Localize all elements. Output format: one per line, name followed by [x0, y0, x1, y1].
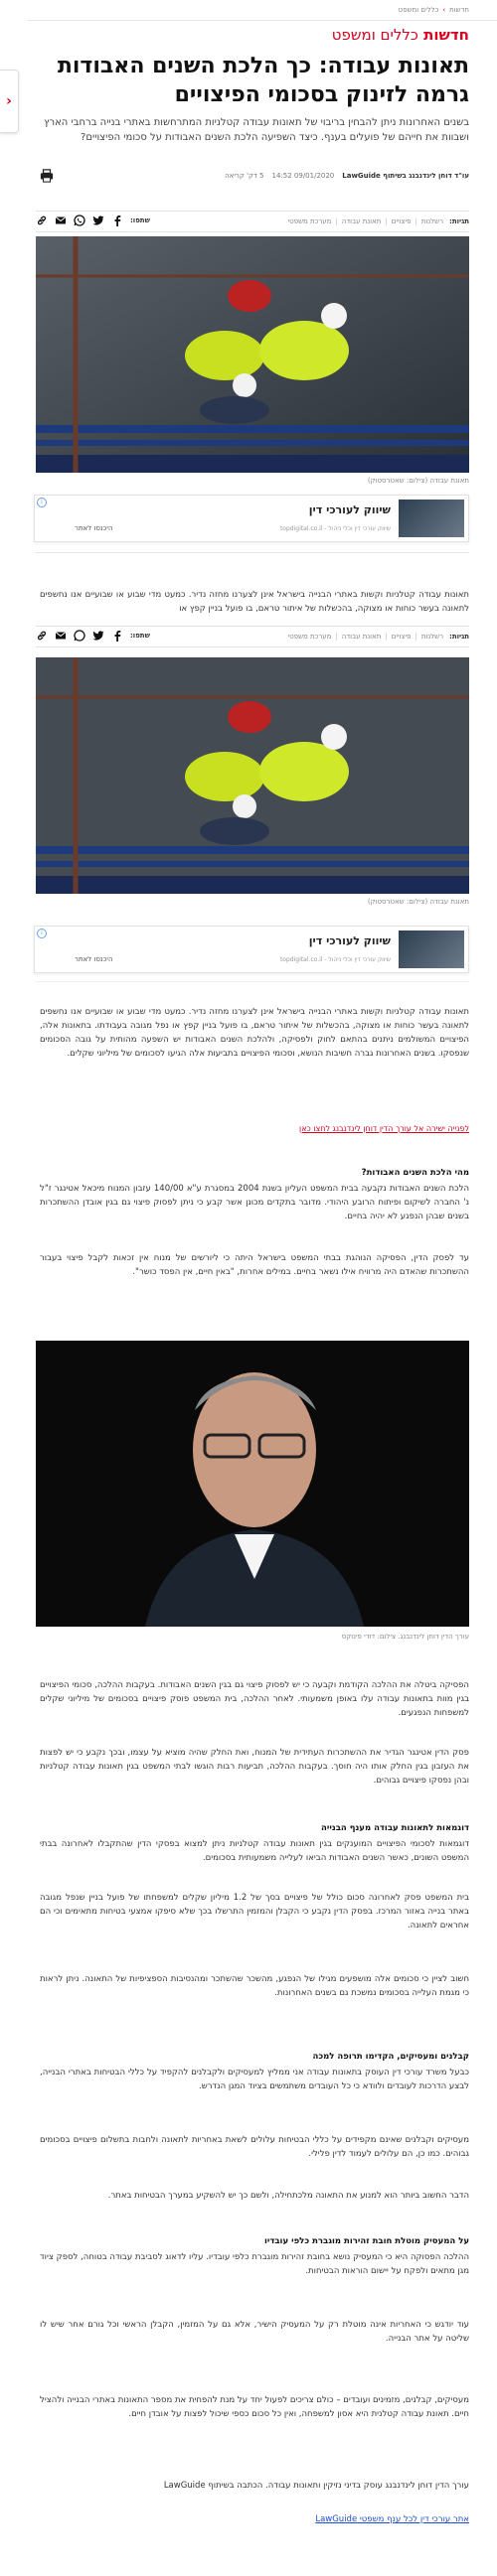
- email-icon[interactable]: [55, 215, 67, 226]
- tag-link[interactable]: | פיצויים: [392, 217, 421, 225]
- body-paragraph: עד לפסק הדין, הפסיקה הנוהגת בבתי המשפט בישראל היתה כי ליורשים של מנוח אין זכאות לקבל פיצוי בעבור ההשתכרות שהאדם היה מרוויח אילו נשאר בחיים. במילים אחרות, "באין חיים, אין הפסד כושר".: [40, 1253, 469, 1277]
- tag-link[interactable]: רשלנות: [420, 633, 444, 641]
- section-heading: דוגמאות לתאונות עבודה מענף הבנייה: [321, 1823, 469, 1833]
- body-paragraph: הדבר החשוב ביותר הוא למנוע את התאונה מלכתחילה, ולשם כך יש להשקיע במערך הבטיחות באתר.: [107, 2191, 469, 2201]
- body-paragraph: מעסיקים וקבלנים שאינם מקפידים על כללי הבטיחות עלולים לשאת באחריות לתאונה ולחבות בתשלום פיצויים בסכומים גבוהים. כמו כן, הם עלולים לעמוד לדין פלילי.: [40, 2135, 469, 2159]
- share-bar: [36, 630, 150, 642]
- ad-cta-button[interactable]: היכנסו לאתר: [75, 524, 113, 532]
- breadcrumb: [399, 4, 469, 16]
- ad-banner[interactable]: [34, 926, 469, 973]
- body-paragraph: בית המשפט פסק לאחרונה סכום כולל של פיצויים בסך של 1.2 מיליון שקלים למשפחתו של פועל בניין שנפל מגובה באתר בנייה באזור המרכז. בפסק הדין נקבע כי הקבלן והמזמין התרשלו בכך שלא סיפקו אמצעי בטיחות מתאימים וכי הם אחראים לתאונה.: [40, 1893, 469, 1931]
- body-paragraph: מעסיקים, קבלנים, מזמינים ועובדים – כולם צריכים לפעול יחד על מנת להפחית את מספר התאונות באתרי הבנייה ולהציל חיים. תאונת עבודה קטלנית היא אסון למשפחה, ואין כל סכום כספי שיכול לפצות על אובדן חיים.: [40, 2395, 469, 2419]
- tag-link[interactable]: רשלנות: [420, 217, 444, 225]
- section-label: [332, 26, 469, 44]
- tags-bar-secondary: [36, 626, 469, 647]
- breadcrumb-link-law[interactable]: כללים ומשפט: [398, 6, 439, 14]
- ad-subtitle: שיווק עורכי דין וכלי ניהול - topdigital.co.il: [279, 956, 391, 963]
- ad-thumbnail: [399, 930, 464, 968]
- lawguide-link[interactable]: אתר עורכי דין לכל ענף משפטי LawGuide: [315, 2514, 469, 2524]
- whatsapp-icon[interactable]: [74, 630, 85, 642]
- body-paragraph: דוגמאות לסכומי הפיצויים המוענקים בגין תאונות עבודה קטלניות ניתן למצוא בפסקי הדין שהתקבלו לאחרונה בבתי המשפט השונים, כאשר השנים האבודות הביאו לעלייה משמעותית בסכומים.: [40, 1839, 469, 1863]
- print-icon[interactable]: [40, 169, 54, 183]
- email-icon[interactable]: [55, 630, 67, 642]
- twitter-icon[interactable]: [92, 215, 104, 226]
- body-paragraph: חשוב לציין כי סכומים אלה מושפעים מגילו של הנפגע, מהשכר שהשתכר ומהנסיבות הספציפיות של התאונה. ניתן לראות כי מגמת העלייה בסכומים נמשכת גם בשנים האחרונות.: [40, 1974, 469, 1998]
- body-paragraph: פסק הדין אטינגר הגדיר את ההשתכרות העתידית של המנוח, ואת החלק שהיה מוציא על עצמו, ובכך נקבע כי יש לפצות את העזבון בגין החלק אותו היה חוסך. בעקבות ההלכה, תביעות רבות הוגשו לבתי המשפט בגין תאונות עבודה קטלניות ובהן נפסקו פיצויים גבוהים.: [40, 1748, 469, 1786]
- tags-bar: [36, 211, 469, 232]
- section-sub[interactable]: כללים ומשפט: [331, 26, 418, 44]
- section-divider: [36, 552, 469, 553]
- ad-banner[interactable]: [34, 495, 469, 542]
- section-name[interactable]: חדשות: [423, 26, 469, 44]
- facebook-icon[interactable]: [111, 215, 123, 226]
- tags-label: תגיות:: [449, 633, 469, 641]
- share-label: שתפו:: [130, 632, 150, 640]
- tag-link[interactable]: | מערכת משפטי: [288, 217, 342, 225]
- article-date: 09/01/2020 14:52: [271, 172, 335, 180]
- ad-subtitle: שיווק עורכי דין וכלי ניהול - topdigital.co.il: [279, 525, 391, 532]
- tag-link[interactable]: | פיצויים: [392, 633, 421, 641]
- article-title: תאונות עבודה: כך הלכת השנים האבודות גרמה לזינוק בסכומי הפיצויים: [57, 54, 469, 107]
- body-paragraph: הפסיקה ביטלה את ההלכה הקודמת וקבעה כי יש לפסוק פיצוי גם בגין השנים האבודות. בעקבות ההלכה, סכומי הפיצויים בגין מוות בתאונות עבודה עלו באופן משמעותי. לאחר ההלכה, בית המשפט פוסק פיצויים בסכומים של מיליוני שקלים למשפחות הנפגעים.: [40, 1680, 469, 1718]
- body-paragraph: תאונות עבודה קטלניות וקשות באתרי הבנייה בישראל אינן לצערנו מחזה נדיר. כמעט מדי שבוע או שבועיים אנו נחשפים לתאונה בעשר כוחות או מצוקה, בהכשלות של איתור טראם, בו פועל בניין קפץ או: [40, 590, 469, 614]
- whatsapp-icon[interactable]: [74, 215, 85, 226]
- tag-link[interactable]: | תאונת עבודה: [342, 217, 392, 225]
- tags-label: תגיות:: [449, 217, 469, 225]
- link-icon[interactable]: [36, 215, 48, 226]
- image-caption: תאונת עבודה (צילום: שאטרסטוק): [367, 898, 469, 906]
- body-paragraph: תאונות עבודה קטלניות וקשות באתרי הבנייה בישראל אינן לצערנו מחזה נדיר. כמעט מדי שבוע או שבועיים אנו נחשפים לתאונה בעשר כוחות או מצוקה, בהכשלות של איתור טראם, בו פועל בניין קפץ או נפל מגובה בעבודתו. בתאונות אלה, הפיצויים המשולמים ניתנים בהתאם לחוק ולפסיקה, ולהלכת השנים האבודות יש השפעה מהותית על גובה הסכומים שנפסקו. בשנים האחרונות גברה חשיבות הנושא, וסכומי הפיצויים בתביעות אלה הגיעו לסכומים של מיליוני שקלים.: [40, 1007, 469, 1059]
- closing-paragraph: עורך הדין דוחן לינדנבנג עוסק בדיני נזיקין ותאונות עבודה. הכתבה בשיתוף LawGuide: [163, 2481, 469, 2491]
- section-heading: מהי הלכת השנים האבודות?: [361, 1168, 469, 1178]
- share-bar: [36, 215, 150, 226]
- ad-thumbnail: [399, 500, 464, 537]
- ad-title: שיווק לעורכי דין: [308, 934, 391, 947]
- side-nav-toggle[interactable]: [0, 70, 19, 133]
- chevron-left-icon: ‹: [6, 93, 12, 109]
- body-paragraph: הלכת השנים האבודות נקבעה בבית המשפט העליון בשנת 2004 במסגרת ע"א 140/00 עזבון המנוח מיכאל אטינגר ז"ל נ' החברה לשיקום ופיתוח הרובע היהודי. מדובר בתקדים מכונן אשר קבע כי ניתן לפסוק פיצוי גם בגין אובדן ההשתכרות בשנים שבהן הנפגע לא יהיה בחיים.: [40, 1184, 469, 1221]
- facebook-icon[interactable]: [111, 630, 123, 642]
- article-author[interactable]: עו"ד דוחן לינדנבנג בשיתוף LawGuide: [342, 172, 469, 180]
- workers-photo: [36, 657, 469, 894]
- image-caption: תאונת עבודה (צילום: שאטרסטוק): [367, 477, 469, 485]
- share-label: שתפו:: [130, 216, 150, 224]
- lawyer-portrait: [36, 1341, 469, 1627]
- breadcrumb-separator: ›: [442, 6, 446, 14]
- breadcrumb-link-news[interactable]: חדשות: [449, 6, 469, 14]
- ad-info-icon[interactable]: i: [37, 498, 47, 507]
- article-lead: בשנים האחרונות ניתן להבחין בריבוי של תאונות עבודה קטלניות המתרחשות באתרי בנייה ברחבי הארץ ושבוות את חייהם של פועלים בענף. כיצד השפיעה הלכת השנים האבודות על סכומי הפיצויים?: [44, 117, 469, 143]
- body-paragraph: כבעל משרד עורכי דין העוסק בתאונות עבודה אני ממליץ למעסיקים ולקבלנים להקפיד על כללי הבטיחות באתרי הבנייה, לבצע הדרכות לעובדים ולוודא כי כל העובדים משתמשים בציוד המגן הנדרש.: [40, 2068, 469, 2091]
- hero-image: [36, 236, 469, 473]
- link-icon[interactable]: [36, 630, 48, 642]
- article-read-time: 5 דק' קריאה: [225, 172, 264, 180]
- section-divider: [36, 981, 469, 982]
- workers-photo: [36, 236, 469, 473]
- ad-title: שיווק לעורכי דין: [308, 503, 391, 516]
- tag-link[interactable]: | תאונת עבודה: [342, 633, 392, 641]
- ad-cta-button[interactable]: היכנסו לאתר: [75, 955, 113, 963]
- twitter-icon[interactable]: [92, 630, 104, 642]
- image-caption: עורך הדין דוחן לינדנבנג. צילום: דודי פינוקס: [341, 1633, 469, 1641]
- tag-link[interactable]: | מערכת משפטי: [288, 633, 342, 641]
- article-meta: [36, 167, 469, 185]
- portrait-photo: [36, 1341, 469, 1627]
- article-image: [36, 657, 469, 894]
- body-paragraph: ההלכה הפסוקה היא כי המעסיק נושא בחובת זהירות מוגברת כלפי עובדיו. עליו לדאוג לסביבת עבודה בטוחה, לספק ציוד מגן מתאים ולפקח על יישום הוראות הבטיחות.: [40, 2252, 469, 2276]
- contact-lawyer-link[interactable]: לפנייה ישירה אל עורך הדין דוחן לינדנבנג לחצו כאן: [299, 1124, 469, 1133]
- ad-info-icon[interactable]: i: [37, 929, 47, 938]
- header-divider: [28, 20, 497, 21]
- section-heading: על המעסיק מוטלת חובת זהירות מוגברת כלפי עובדיו: [263, 2236, 469, 2246]
- section-heading: קבלנים ומעסיקים, הקדימו תרופה למכה: [312, 2052, 469, 2062]
- body-paragraph: עוד יודגש כי האחריות אינה מוטלת רק על המעסיק הישיר, אלא גם על המזמין, הקבלן הראשי וכל גורם אחר שיש לו שליטה על אתר הבנייה.: [40, 2320, 469, 2344]
